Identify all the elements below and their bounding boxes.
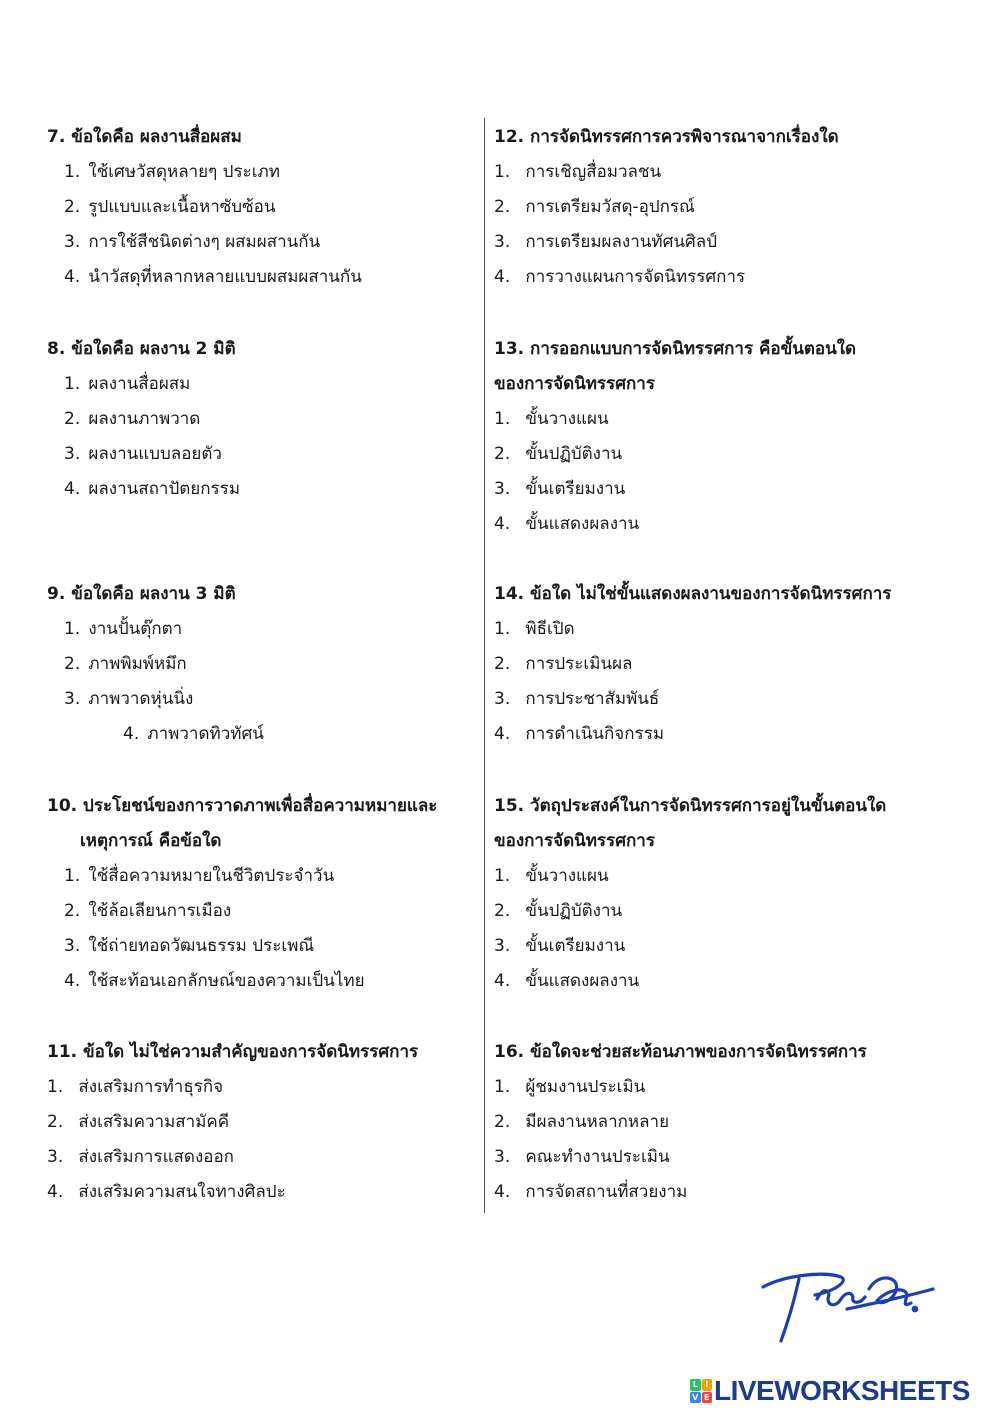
- option-1[interactable]: 1. ขั้นวางแผน: [494, 409, 609, 429]
- option-1[interactable]: 1. การเชิญสื่อมวลชน: [494, 162, 662, 182]
- option-3[interactable]: 3. ขั้นเตรียมงาน: [494, 479, 626, 499]
- option-2[interactable]: 2. ผลงานภาพวาด: [64, 409, 201, 429]
- option-4[interactable]: 4. ขั้นแสดงผลงาน: [494, 971, 640, 991]
- option-3[interactable]: 3. การใช้สีชนิดต่างๆ ผสมผสานกัน: [64, 232, 321, 252]
- option-4[interactable]: 4. การวางแผนการจัดนิทรรศการ: [494, 267, 746, 287]
- option-3[interactable]: 3. ส่งเสริมการแสดงออก: [47, 1147, 234, 1167]
- question-title: 11. ข้อใด ไม่ใช่ความสำคัญของการจัดนิทรรศการ: [47, 1042, 419, 1062]
- option-3[interactable]: 3. ผลงานแบบลอยตัว: [64, 444, 222, 464]
- option-4[interactable]: 4. ภาพวาดทิวทัศน์: [123, 724, 264, 744]
- option-3[interactable]: 3. คณะทำงานประเมิน: [494, 1147, 670, 1167]
- option-2[interactable]: 2. ขั้นปฏิบัติงาน: [494, 444, 623, 464]
- option-4[interactable]: 4. ใช้สะท้อนเอกลักษณ์ของความเป็นไทย: [64, 971, 365, 991]
- option-1[interactable]: 1. งานปั้นตุ๊กตา: [64, 619, 183, 639]
- question-title: 13. การออกแบบการจัดนิทรรศการ คือขั้นตอนใด: [494, 339, 857, 359]
- brand-name: LIVEWORKSHEETS: [714, 1375, 970, 1406]
- option-2[interactable]: 2. รูปแบบและเนื้อหาซับซ้อน: [64, 197, 276, 217]
- question-7: [47, 120, 362, 295]
- option-1[interactable]: 1. พิธีเปิด: [494, 619, 575, 639]
- question-title: 16. ข้อใดจะช่วยสะท้อนภาพของการจัดนิทรรศการ: [494, 1042, 867, 1062]
- question-title-line-2: เหตุการณ์ คือข้อใด: [80, 831, 222, 851]
- option-3[interactable]: 3. ภาพวาดหุ่นนิ่ง: [64, 689, 194, 709]
- question-title: 9. ข้อใดคือ ผลงาน 3 มิติ: [47, 584, 236, 604]
- question-title-line-2: ของการจัดนิทรรศการ: [494, 831, 655, 851]
- option-4[interactable]: 4. นำวัสดุที่หลากหลายแบบผสมผสานกัน: [64, 267, 362, 287]
- question-title: 10. ประโยชน์ของการวาดภาพเพื่อสื่อความหมายและ: [47, 796, 438, 816]
- option-4[interactable]: 4. ขั้นแสดงผลงาน: [494, 514, 640, 534]
- option-1[interactable]: 1. ผลงานสื่อผสม: [64, 374, 191, 394]
- question-13: [494, 332, 856, 542]
- liveworksheets-logo: [690, 1376, 970, 1406]
- option-1[interactable]: 1. ใช้สื่อความหมายในชีวิตประจำวัน: [64, 866, 335, 886]
- question-15: [494, 789, 886, 999]
- option-1[interactable]: 1. ส่งเสริมการทำธุรกิจ: [47, 1077, 224, 1097]
- logo-mark-icon: L I V E: [690, 1379, 712, 1403]
- option-1[interactable]: 1. ผู้ชมงานประเมิน: [494, 1077, 646, 1097]
- option-3[interactable]: 3. ใช้ถ่ายทอดวัฒนธรรม ประเพณี: [64, 936, 315, 956]
- option-2[interactable]: 2. ใช้ล้อเลียนการเมือง: [64, 901, 232, 921]
- option-3[interactable]: 3. ขั้นเตรียมงาน: [494, 936, 626, 956]
- option-1[interactable]: 1. ใช้เศษวัสดุหลายๆ ประเภท: [64, 162, 280, 182]
- option-2[interactable]: 2. การประเมินผล: [494, 654, 633, 674]
- question-12: [494, 120, 839, 295]
- question-title: 14. ข้อใด ไม่ใช่ขั้นแสดงผลงานของการจัดนิทรรศการ: [494, 584, 892, 604]
- option-4[interactable]: 4. ส่งเสริมความสนใจทางศิลปะ: [47, 1182, 286, 1202]
- question-9: [47, 577, 264, 752]
- option-4[interactable]: 4. ผลงานสถาปัตยกรรม: [64, 479, 241, 499]
- question-14: [494, 577, 891, 752]
- question-10: [47, 789, 437, 999]
- option-2[interactable]: 2. ส่งเสริมความสามัคคี: [47, 1112, 230, 1132]
- question-title: 7. ข้อใดคือ ผลงานสื่อผสม: [47, 127, 242, 147]
- option-1[interactable]: 1. ขั้นวางแผน: [494, 866, 609, 886]
- option-2[interactable]: 2. มีผลงานหลากหลาย: [494, 1112, 670, 1132]
- option-2[interactable]: 2. การเตรียมวัสดุ-อุปกรณ์: [494, 197, 695, 217]
- option-4[interactable]: 4. การดำเนินกิจกรรม: [494, 724, 665, 744]
- question-title: 8. ข้อใดคือ ผลงาน 2 มิติ: [47, 339, 236, 359]
- option-4[interactable]: 4. การจัดสถานที่สวยงาม: [494, 1182, 688, 1202]
- option-2[interactable]: 2. ขั้นปฏิบัติงาน: [494, 901, 623, 921]
- question-11: [47, 1035, 418, 1210]
- question-16: [494, 1035, 867, 1210]
- question-title: 12. การจัดนิทรรศการควรพิจารณาจากเรื่องใด: [494, 127, 839, 147]
- question-title: 15. วัตถุประสงค์ในการจัดนิทรรศการอยู่ในขั้นตอนใด: [494, 796, 887, 816]
- option-2[interactable]: 2. ภาพพิมพ์หมึก: [64, 654, 187, 674]
- column-divider: [484, 118, 485, 1213]
- question-8: [47, 332, 240, 507]
- question-title-line-2: ของการจัดนิทรรศการ: [494, 374, 655, 394]
- signature: [755, 1265, 940, 1347]
- option-3[interactable]: 3. การเตรียมผลงานทัศนศิลป์: [494, 232, 717, 252]
- option-3[interactable]: 3. การประชาสัมพันธ์: [494, 689, 660, 709]
